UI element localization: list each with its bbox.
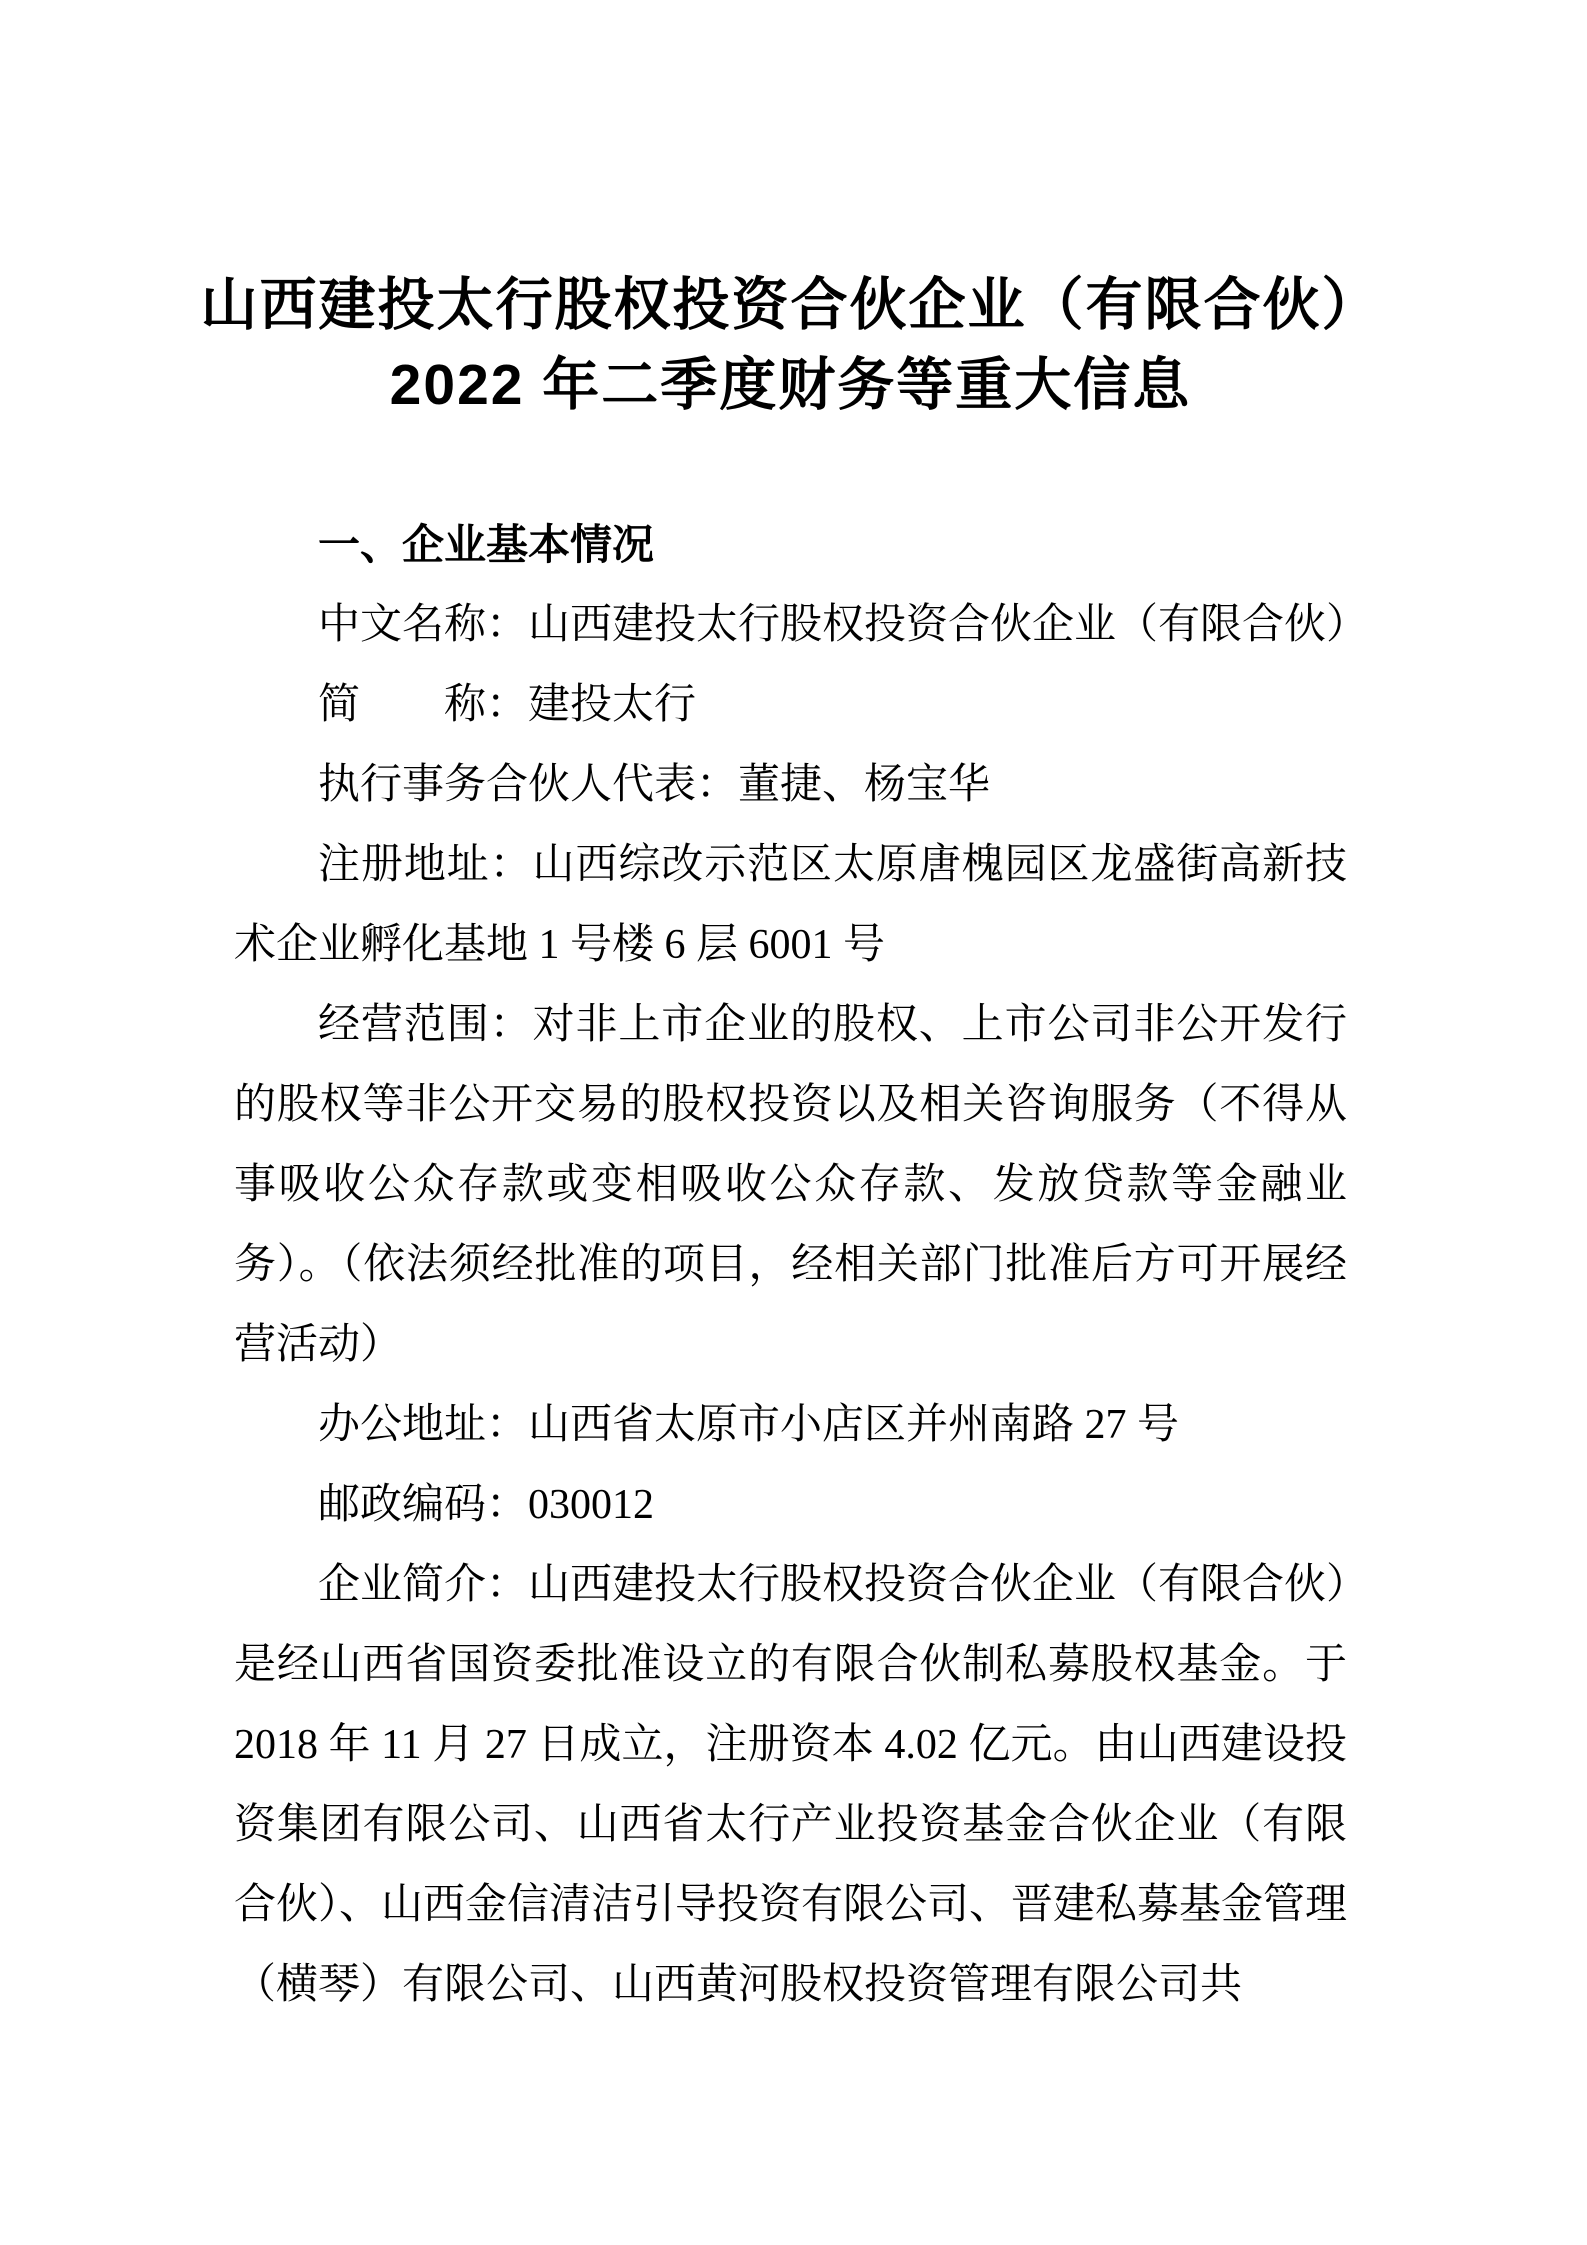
paragraph-postal-code: 邮政编码：030012 (318, 1482, 655, 1528)
document-title-line-1: 山西建投太行股权投资合伙企业（有限合伙） (200, 273, 1381, 337)
paragraph-executive-partner-representative: 执行事务合伙人代表：董捷、杨宝华 (318, 762, 991, 808)
section-heading-basic-info: 一、企业基本情况 (318, 521, 655, 568)
paragraph-company-profile: 企业简介：山西建投太行股权投资合伙企业（有限合伙）是经山西省国资委批准设立的有限合伙制私募股权基金。于 2018 年 11 月 27 日成立，注册资本 4.02 亿元。由山西建设投资集团有限公司、山西省太行产业投资基金合伙企业（有限合伙）、山西金信清洁引导投资有限公司、晋建私募基金管理（横琴）有限公司、山西黄河股权投资管理有限公司共 (234, 1562, 1348, 2008)
paragraph-business-scope: 经营范围：对非上市企业的股权、上市公司非公开发行的股权等非公开交易的股权投资以及相关咨询服务（不得从事吸收公众存款或变相吸收公众存款、发放贷款等金融业务）。（依法须经批准的项目，经相关部门批准后方可开展经营活动） (234, 1002, 1347, 1368)
document-title (184, 265, 1397, 425)
paragraph-short-name: 简 称：建投太行 (318, 682, 697, 728)
document-title-line-2: 2022 年二季度财务等重大信息 (389, 353, 1192, 417)
paragraph-chinese-name: 中文名称：山西建投太行股权投资合伙企业（有限合伙） (318, 602, 1369, 648)
paragraph-registered-address: 注册地址：山西综改示范区太原唐槐园区龙盛街高新技术企业孵化基地 1 号楼 6 层 6001 号 (234, 842, 1347, 968)
paragraph-office-address: 办公地址：山西省太原市小店区并州南路 27 号 (318, 1402, 1180, 1448)
